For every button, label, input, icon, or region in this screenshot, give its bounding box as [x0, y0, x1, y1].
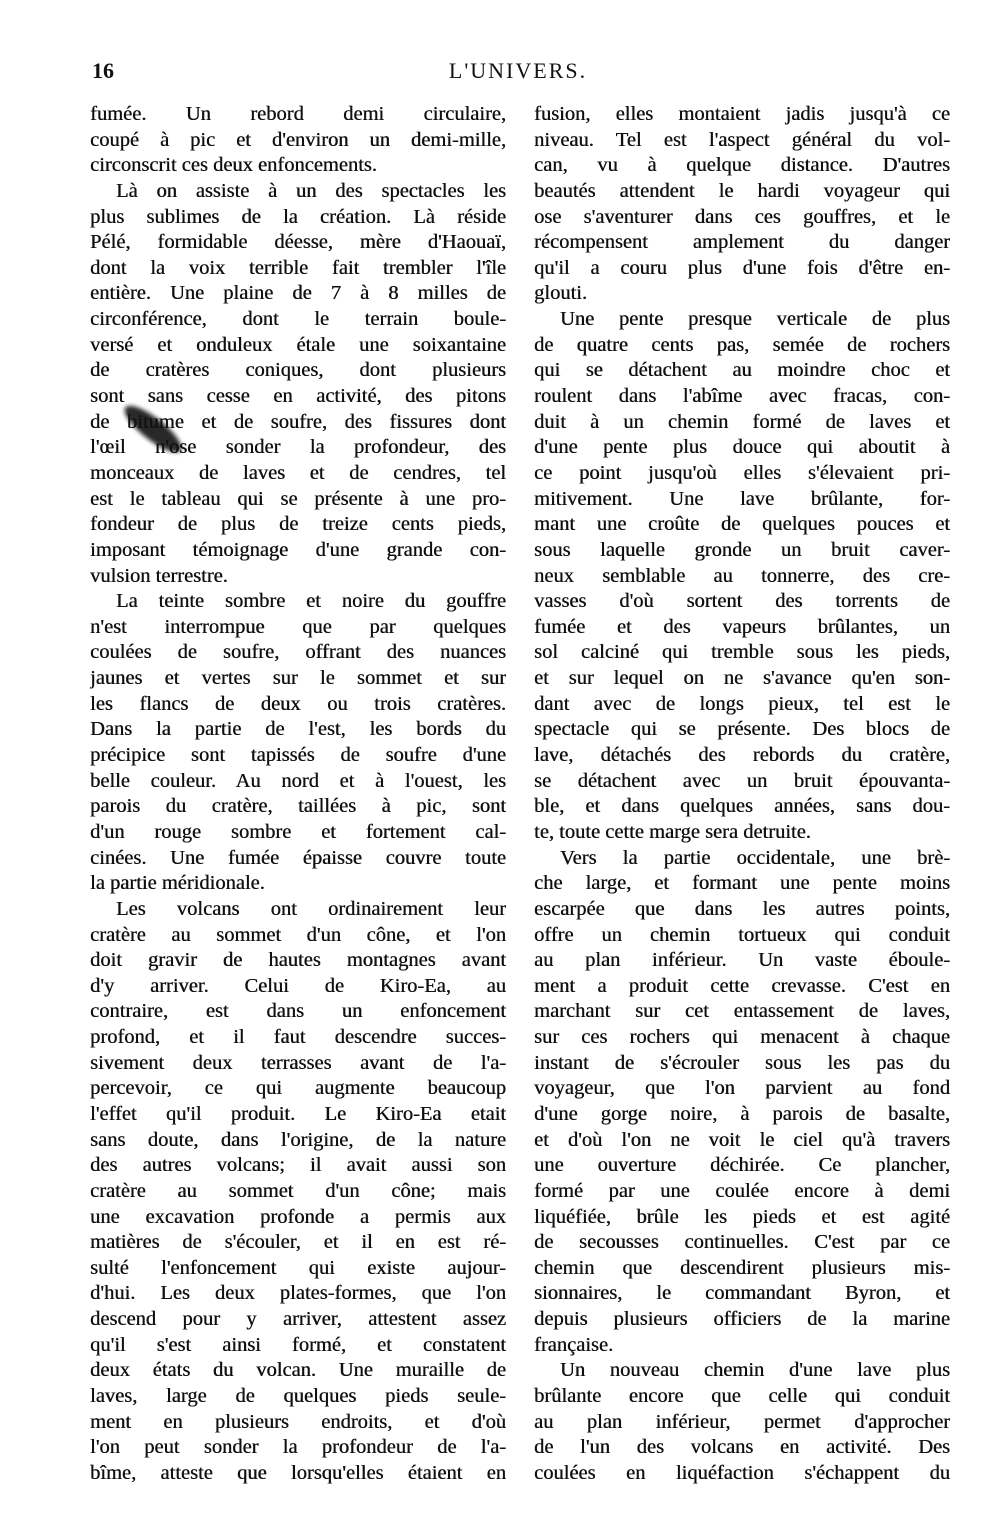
text-line: duit à un chemin formé de laves et — [534, 410, 950, 433]
text-line: et d'où l'on ne voit le ciel qu'à travers — [534, 1128, 950, 1151]
text-line: niveau. Tel est l'aspect général du vol- — [534, 128, 950, 151]
paragraph — [534, 102, 950, 307]
text-line: au plan inférieur. Un vaste éboule- — [534, 949, 950, 972]
text-line: au plan inférieur, permet d'approcher — [534, 1410, 950, 1433]
text-line: sur ces rochers qui menacent à chaque — [534, 1026, 950, 1049]
text-line: te, toute cette marge sera detruite. — [534, 820, 811, 843]
text-line: cratère au sommet d'un cône, et l'on — [90, 923, 506, 946]
text-line: ment en plusieurs endroits, et d'où — [90, 1410, 506, 1433]
text-column-left — [90, 102, 506, 1487]
text-line: d'hui. Les deux plates-formes, que l'on — [90, 1282, 506, 1305]
text-line: qu'il a couru plus d'une fois d'être en- — [534, 256, 950, 279]
text-line: voyageur, que l'on parvient au fond — [534, 1077, 950, 1100]
text-line: sont sans cesse en activité, des pitons — [90, 385, 506, 408]
text-line: sol calciné qui tremble sous les pieds, — [534, 641, 950, 664]
text-line: qui se détachent au moindre choc et — [534, 359, 950, 382]
paragraph — [90, 179, 506, 589]
text-line: jaunes et vertes sur le sommet et sur — [90, 667, 506, 690]
text-line: La teinte sombre et noire du gouffre — [116, 590, 506, 613]
text-line: entière. Une plaine de 7 à 8 milles de — [90, 282, 506, 305]
text-line: sous laquelle gronde un bruit caver- — [534, 538, 950, 561]
text-line: chemin que descendirent plusieurs mis- — [534, 1256, 950, 1279]
paragraph — [534, 846, 950, 1359]
text-line: et sur lequel on ne s'avance qu'en son- — [534, 667, 950, 690]
text-line: française. — [534, 1333, 614, 1356]
text-line: circonscrit ces deux enfoncements. — [90, 154, 377, 177]
text-line: cratère au sommet d'un cône; mais — [90, 1179, 506, 1202]
text-line: can, vu à quelque distance. D'autres — [534, 154, 950, 177]
page-number: 16 — [92, 58, 114, 83]
text-line: de cratères coniques, dont plusieurs — [90, 359, 506, 382]
text-line: ose s'aventurer dans ces gouffres, et le — [534, 205, 950, 228]
text-line: ment a produit cette crevasse. C'est en — [534, 974, 950, 997]
text-line: doit gravir de hautes montagnes avant — [90, 949, 506, 972]
text-line: sans doute, dans l'origine, de la nature — [90, 1128, 506, 1151]
paragraph — [534, 307, 950, 845]
text-line: fondeur de plus de treize cents pieds, — [90, 513, 506, 536]
text-line: offre un chemin tortueux qui conduit — [534, 923, 950, 946]
text-line: de secousses continuelles. C'est par ce — [534, 1231, 950, 1254]
running-title: L'UNIVERS. — [448, 58, 588, 83]
text-line: beautés attendent le hardi voyageur qui — [534, 179, 950, 202]
text-line: imposant témoignage d'une grande con- — [90, 538, 506, 561]
text-line: Un nouveau chemin d'une lave plus — [560, 1359, 950, 1382]
text-line: spectacle qui se présente. Des blocs de — [534, 718, 950, 741]
text-line: che large, et formant une pente moins — [534, 872, 950, 895]
text-line: marchant sur cet entassement de laves, — [534, 1000, 950, 1023]
text-line: parois du cratère, taillées à pic, sont — [90, 795, 506, 818]
text-line: des autres volcans; il avait aussi son — [90, 1154, 506, 1177]
text-line: depuis plusieurs officiers de la marine — [534, 1308, 950, 1331]
text-line: sivement deux terrasses avant de l'a- — [90, 1051, 506, 1074]
text-line: percevoir, ce qui augmente beaucoup — [90, 1077, 506, 1100]
text-line: cinées. Une fumée épaisse couvre toute — [90, 846, 506, 869]
text-line: plus sublimes de la création. Là réside — [90, 205, 506, 228]
text-line: belle couleur. Au nord et à l'ouest, les — [90, 769, 506, 792]
text-line: coulées de soufre, offrant des nuances — [90, 641, 506, 664]
text-line: matières de s'écouler, et il en est ré- — [90, 1231, 506, 1254]
text-line: une excavation profonde a permis aux — [90, 1205, 506, 1228]
text-line: ble, et dans quelques années, sans dou- — [534, 795, 950, 818]
paragraph — [90, 897, 506, 1487]
text-line: fumée et des vapeurs brûlantes, un — [534, 615, 950, 638]
text-line: lave, détachés des rebords du cratère, — [534, 744, 950, 767]
text-line: contraire, est dans un enfoncement — [90, 1000, 506, 1023]
text-line: une ouverture déchirée. Ce plancher, — [534, 1154, 950, 1177]
text-line: la partie méridionale. — [90, 872, 265, 895]
text-line: d'un rouge sombre et fortement cal- — [90, 820, 506, 843]
text-line: dant avec de longs pieux, tel est le — [534, 692, 950, 715]
text-line: vasses d'où sortent des torrents de — [534, 590, 950, 613]
text-line: circonférence, dont le terrain boule- — [90, 308, 506, 331]
text-line: Les volcans ont ordinairement leur — [116, 897, 506, 920]
text-line: mitivement. Une lave brûlante, for- — [534, 487, 950, 510]
text-line: glouti. — [534, 282, 587, 305]
text-line: descend pour y arriver, attestent assez — [90, 1308, 506, 1331]
text-line: de quatre cents pas, semée de rochers — [534, 333, 950, 356]
text-line: d'y arriver. Celui de Kiro-Ea, au — [90, 974, 506, 997]
text-line: Pélé, formidable déesse, mère d'Haouaï, — [90, 231, 506, 254]
text-line: laves, large de quelques pieds seule- — [90, 1385, 506, 1408]
text-line: de bitume et de soufre, des fissures dont — [90, 410, 506, 433]
text-column-right — [534, 102, 950, 1487]
text-line: deux états du volcan. Une muraille de — [90, 1359, 506, 1382]
text-line: qu'il s'est ainsi formé, et constatent — [90, 1333, 506, 1356]
text-line: neux semblable au tonnerre, des cre- — [534, 564, 950, 587]
text-line: coupé à pic et d'environ un demi-mille, — [90, 128, 506, 151]
text-line: Vers la partie occidentale, une brè- — [560, 846, 950, 869]
text-line: versé et onduleux étale une soixantaine — [90, 333, 506, 356]
text-line: mant une croûte de quelques pouces et — [534, 513, 950, 536]
text-line: l'effet qu'il produit. Le Kiro-Ea etait — [90, 1102, 506, 1125]
text-line: coulées en liquéfaction s'échappent du — [534, 1461, 950, 1484]
text-line: sionnaires, le commandant Byron, et — [534, 1282, 950, 1305]
paragraph — [90, 102, 506, 179]
text-line: l'œil n'ose sonder la profondeur, des — [90, 436, 506, 459]
text-line: liquéfiée, brûle les pieds et est agité — [534, 1205, 950, 1228]
text-line: Là on assiste à un des spectacles les — [116, 179, 506, 202]
text-line: roulent dans l'abîme avec fracas, con- — [534, 385, 950, 408]
text-line: Dans la partie de l'est, les bords du — [90, 718, 506, 741]
text-line: vulsion terrestre. — [90, 564, 228, 587]
text-line: ce point jusqu'où elles s'élevaient pri- — [534, 461, 950, 484]
text-line: n'est interrompue que par quelques — [90, 615, 506, 638]
text-line: de l'un des volcans en activité. Des — [534, 1436, 950, 1459]
text-line: fumée. Un rebord demi circulaire, — [90, 103, 506, 125]
text-line: est le tableau qui se présente à une pro- — [90, 487, 506, 510]
text-line: escarpée que dans les autres points, — [534, 897, 950, 920]
text-line: d'une pente plus douce qui aboutit à — [534, 436, 950, 459]
text-line: l'on peut sonder la profondeur de l'a- — [90, 1436, 506, 1459]
text-line: récompensent amplement du danger — [534, 231, 950, 254]
text-line: profond, et il faut descendre succes- — [90, 1026, 506, 1049]
text-line: monceaux de laves et de cendres, tel — [90, 461, 506, 484]
paragraph — [90, 589, 506, 897]
text-line: formé par une coulée encore à demi — [534, 1179, 950, 1202]
text-line: d'une gorge noire, à parois de basalte, — [534, 1102, 950, 1125]
text-line: les flancs de deux ou trois cratères. — [90, 692, 506, 715]
text-line: brûlante encore que celle qui conduit — [534, 1385, 950, 1408]
text-line: précipice sont tapissés de soufre d'une — [90, 744, 506, 767]
text-line: se détachent avec un bruit épouvanta- — [534, 769, 950, 792]
text-line: fusion, elles montaient jadis jusqu'à ce — [534, 103, 950, 125]
text-line: sulté l'enfoncement qui existe aujour- — [90, 1256, 506, 1279]
paragraph — [534, 1358, 950, 1486]
text-line: bîme, atteste que lorsqu'elles étaient en — [90, 1461, 506, 1484]
text-line: instant de s'écrouler sous les pas du — [534, 1051, 950, 1074]
text-line: dont la voix terrible fait trembler l'île — [90, 256, 506, 279]
text-line: Une pente presque verticale de plus — [560, 308, 950, 331]
